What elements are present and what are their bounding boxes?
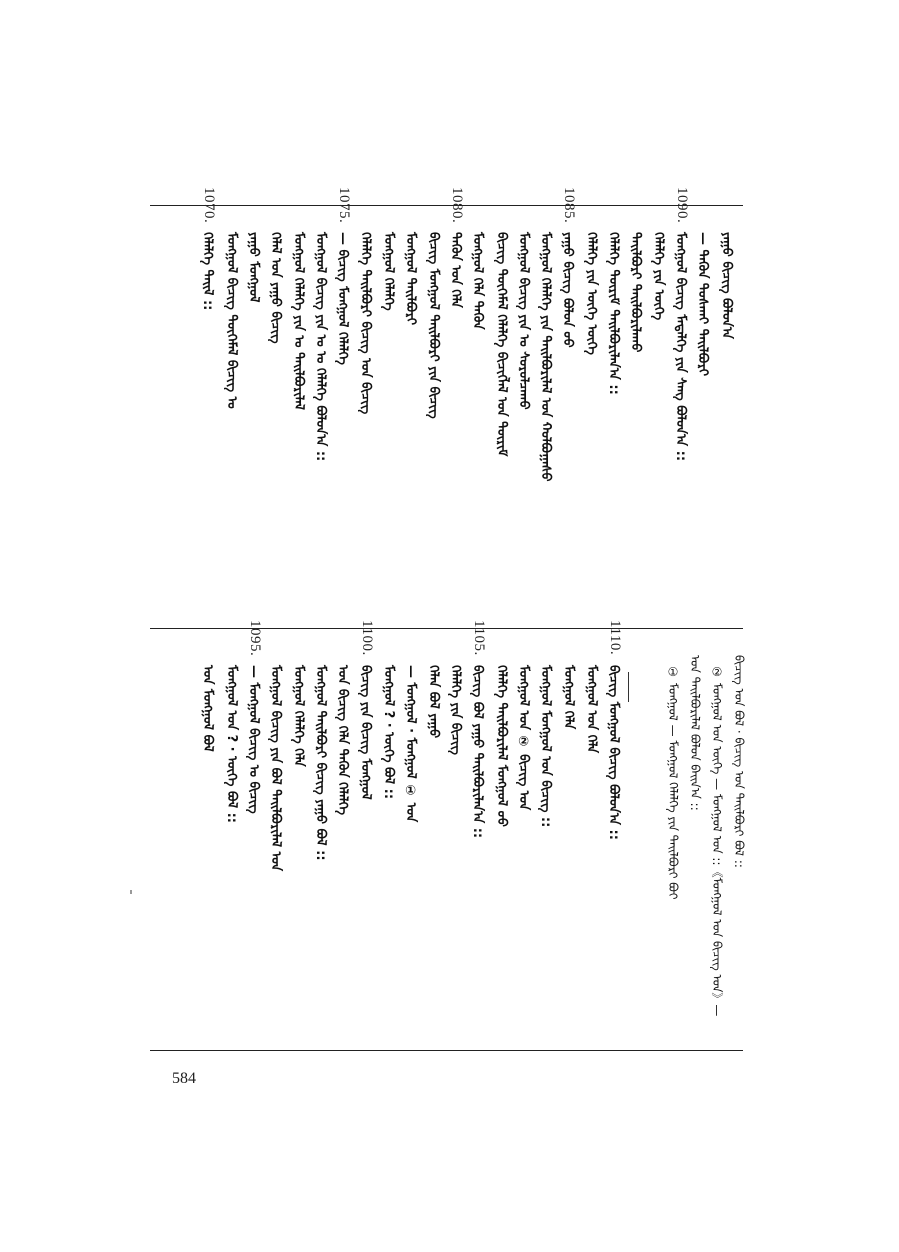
scan-speck — [130, 890, 132, 894]
verse-line: ᠮᠣᠩᠭᠣᠯ ᠪᠢᠴᠢᠭ ᠲᠦᠭᠡᠮᠡᠯ ᠪᠢᠴᠢᠭ ᠤ — [224, 232, 239, 409]
verse-line: ᠮᠣᠩᠭᠣᠯ ᠬᠡᠯᠡᠯᠭᠡ ᠶᠢᠨ ᠤ ᠲᠠᠢᠯᠪᠤᠷᠢᠯᠠᠯ — [291, 232, 306, 410]
verse-line: ᠶᠠᠭᠤ ᠪᠢᠴᠢᠭ ᠪᠣᠯᠤᠨ᠎ᠠ — [719, 232, 734, 339]
verse-line: ᠲᠠᠢᠯᠪᠤᠷᠢ ᠲᠠᠢᠯᠪᠤᠷᠢᠯᠠᠬᠤ — [628, 232, 643, 353]
line-number: 1085. — [561, 187, 577, 224]
verse-line: ᠪᠢᠴᠢᠭ ᠲᠦᠭᠡᠮᠡᠯ ᠬᠡᠯᠡᠯᠭᠡ ᠪᠢᠴᠢᠭᠯᠡᠯ ᠤᠨ ᠳᠦᠷᠢᠮ — [494, 232, 509, 457]
line-number: 1095. — [247, 620, 263, 657]
top-rule — [150, 205, 743, 206]
line-number: 1080. — [449, 187, 465, 224]
verse-line: ᠬᠡᠯᠡᠯᠭᠡ ᠶᠢᠨ ᠪᠢᠴᠢᠭ — [448, 665, 463, 755]
verse-line: ᠬᠡᠯᠡᠯᠭᠡ ᠲᠠᠢᠯᠪᠤᠷᠢᠯᠠᠯ ᠮᠣᠩᠭᠣᠯ ᠤᠤ — [494, 665, 509, 827]
verse-line: ᠪᠢᠴᠢᠭ ᠶᠢᠨ ᠪᠢᠴᠢᠭ ᠮᠣᠩᠭᠣᠯ — [358, 665, 373, 800]
middle-rule — [150, 628, 743, 629]
verse-line: ᠮᠣᠩᠭᠣᠯ ᠬᠡᠯᠡᠯᠭᠡ ᠬᠡᠯᠡ — [291, 665, 306, 767]
line-number: 1100. — [359, 620, 375, 656]
verse-line: ᠬᠡᠯᠡᠯᠭᠡ ᠶᠢᠨ ᠦᠭᠡ ᠦᠭᠡ — [584, 232, 599, 355]
verse-line: ᠬᠡᠯᠡᠯᠭᠡ ᠶᠢᠨ ᠦᠭᠡ — [651, 232, 666, 321]
verse-line: ᠶᠠᠭᠤ ᠪᠢᠴᠢᠭ ᠪᠣᠯᠤᠨ ᠤᠤ — [560, 232, 575, 348]
verse-line: — ᠲᠡᠭᠦᠨ ᠲᠤᠰᠬᠠᠢ ᠲᠠᠢᠯᠪᠤᠷᠢ — [695, 232, 710, 377]
line-number: 1070. — [201, 187, 217, 224]
footnote-line: ᠤᠨ ᠲᠠᠢᠯᠪᠤᠷᠢᠯᠠᠯ ᠪᠣᠯᠤᠨ ᠪᠠᠢᠨ᠎ᠠ :: — [688, 655, 702, 811]
verse-line: — ᠮᠣᠩᠭᠣᠯ · ᠮᠣᠩᠭᠣᠯ ① ᠤᠨ — [403, 665, 418, 823]
verse-line: ᠮᠣᠩᠭᠣᠯ ᠬᠡᠯᠡᠯᠭᠡ — [381, 232, 396, 311]
verse-line: ᠮᠣᠩᠭᠣᠯ ᠬᠡᠯᠡ ᠲᠡᠭᠦᠨ — [470, 232, 485, 330]
verse-line: ᠮᠣᠩᠭᠣᠯ ᠤᠨ ② ᠪᠢᠴᠢᠭ ᠤᠨ — [516, 665, 531, 811]
bottom-rule — [150, 1050, 743, 1051]
verse-line: ᠮᠣᠩᠭᠣᠯ ᠪᠢᠴᠢᠭ ᠶᠢᠨ ᠤ ᠤ ᠬᠡᠯᠡᠯᠭᠡ ᠪᠣᠯᠤᠨ᠎ᠠ :: — [313, 232, 328, 462]
verse-line: ᠮᠣᠩᠭᠣᠯ ᠬᠡᠯᠡ — [561, 665, 576, 730]
verse-line: ᠮᠣᠩᠭᠣᠯ ᠬᠡᠯᠡᠯᠭᠡ ᠶᠢᠨ ᠲᠠᠢᠯᠪᠤᠷᠢᠯᠠᠯ ᠤᠨ ᠬᠣᠯᠪᠣᠭᠠᠰᠤ — [538, 232, 553, 482]
verse-line: ᠮᠣᠩᠭᠣᠯ ᠤᠨ ᠬᠡᠯᠡ — [584, 665, 599, 754]
line-number: 1090. — [674, 187, 690, 224]
footnote-line: ᠪᠢᠴᠢᠭ ᠤᠨ ᠪᠣᠯ · ᠪᠢᠴᠢᠭ ᠤᠨ ᠲᠠᠢᠯᠪᠤᠷᠢ ᠪᠣᠯ :: — [732, 655, 746, 868]
verse-line: — ᠪᠢᠴᠢᠭ ᠮᠣᠩᠭᠣᠯ ᠬᠡᠯᠡᠯᠭᠡ — [335, 232, 350, 365]
verse-line: ᠮᠣᠩᠭᠣᠯ ᠲᠠᠢᠯᠪᠤᠷᠢ ᠪᠢᠴᠢᠭ ᠶᠠᠭᠤ ᠪᠣᠯ :: — [313, 665, 328, 861]
verse-line: ᠲᠡᠭᠦᠨ ᠤᠨ ᠬᠡᠯᠡ — [448, 232, 463, 308]
verse-line: ᠮᠣᠩᠭᠣᠯ ᠪᠢᠴᠢᠭ ᠶᠢᠨ ᠤ ᠰᠤᠷᠤᠯᠴᠠᠬᠤ — [516, 232, 531, 410]
verse-line: ᠮᠣᠩᠭᠣᠯ ᠲᠠᠢᠯᠪᠤᠷᠢ — [403, 232, 418, 325]
footnote-line: ② ᠮᠣᠩᠭᠣᠯ ᠤᠨ ᠦᠭᠡ — ᠮᠣᠩᠭᠣᠯ ᠤᠨ ::《ᠮᠣᠩᠭᠣᠯ ᠤᠨ ᠪᠢᠴᠢᠭ ᠤᠨ》— — [710, 665, 724, 1017]
line-number: 1105. — [471, 620, 487, 656]
verse-line: ᠪᠢᠴᠢᠭ ᠮᠣᠩᠭᠣᠯ ᠲᠠᠢᠯᠪᠤᠷᠢ ᠶᠢᠨ ᠪᠢᠴᠢᠭ — [426, 232, 441, 419]
verse-line: ᠮᠣᠩᠭᠣᠯ ᠪᠢᠴᠢᠭ ᠶᠢᠨ ᠪᠣᠯ ᠲᠠᠢᠯᠪᠤᠷᠢᠯᠠᠯ ᠤᠨ — [268, 665, 283, 872]
verse-line: ᠬᠡᠯᠡᠯᠭᠡ ᠳᠦᠷᠢᠮ ᠲᠠᠢᠯᠪᠤᠷᠢᠯᠠᠨ᠎ᠠ :: — [606, 232, 621, 395]
page-number: 584 — [172, 1070, 196, 1087]
verse-line: ᠪᠢᠴᠢᠭ ᠪᠣᠯ ᠶᠠᠭᠤ ᠲᠠᠢᠯᠪᠤᠷᠢᠯᠠᠨ᠎ᠠ :: — [470, 665, 485, 839]
verse-line: — ᠮᠣᠩᠭᠣᠯ ᠪᠢᠴᠢᠭ ᠤ ᠪᠢᠴᠢᠭ — [246, 665, 261, 814]
verse-line: ᠮᠣᠩᠭᠣᠯ ᠤᠨ ? · ᠦᠭᠡ ᠪᠣᠯ :: — [224, 665, 239, 823]
verse-line: ᠮᠣᠩᠭᠣᠯ ᠪᠢᠴᠢᠭ ᠮᠡᠳᠡᠯᠭᠡ ᠶᠢᠨ ᠰᠠᠩ ᠪᠣᠯᠤᠨ᠎ᠠ :: — [673, 232, 688, 462]
verse-line: ᠮᠣᠩᠭᠣᠯ ? · ᠦᠭᠡ ᠪᠣᠯ :: — [381, 665, 396, 800]
verse-line: ᠬᠡᠯᠡᠯ ᠤᠨ ᠶᠠᠭᠤ ᠪᠢᠴᠢᠭ — [268, 232, 283, 344]
verse-line: ᠬᠡᠯᠡᠨ ᠪᠣᠯ ᠶᠠᠭᠤ — [426, 665, 441, 739]
notes-separator — [628, 672, 629, 702]
line-number: 1075. — [336, 187, 352, 224]
verse-line: ᠤᠨ ᠮᠣᠩᠭᠣᠯ ᠪᠣᠯ — [200, 665, 215, 752]
verse-line: ᠮᠣᠩᠭᠣᠯ ᠮᠣᠩᠭᠣᠯ ᠤᠨ ᠪᠢᠴᠢᠭ :: — [538, 665, 553, 828]
verse-line: ᠬᠡᠯᠡᠯᠭᠡ ᠲᠠᠢᠯ :: — [200, 232, 215, 311]
line-number: 1110. — [607, 620, 623, 656]
verse-line: ᠤᠨ ᠪᠢᠴᠢᠭ ᠬᠡᠯᠡ ᠲᠡᠭᠦᠨ ᠬᠡᠯᠡᠯᠭᠡ — [335, 665, 350, 816]
verse-line: ᠬᠡᠯᠡᠯᠭᠡ ᠲᠠᠢᠯᠪᠤᠷᠢ ᠪᠢᠴᠢᠭ ᠤᠨ ᠪᠢᠴᠢᠭ — [358, 232, 373, 415]
footnote-line: ① ᠮᠣᠩᠭᠣᠯ — ᠮᠣᠩᠭᠣᠯ ᠬᠡᠯᠡᠯᠭᠡ ᠶᠢᠨ ᠲᠠᠢᠯᠪᠤᠷᠢ ᠪᠤᠢ — [666, 665, 680, 900]
verse-line: ᠪᠢᠴᠢᠭ ᠮᠣᠩᠭᠣᠯ ᠪᠢᠴᠢᠭ ᠪᠣᠯᠤᠨ᠎ᠠ :: — [606, 665, 621, 840]
verse-line: ᠶᠠᠭᠤ ᠮᠣᠩᠭᠣᠯ — [246, 232, 261, 303]
